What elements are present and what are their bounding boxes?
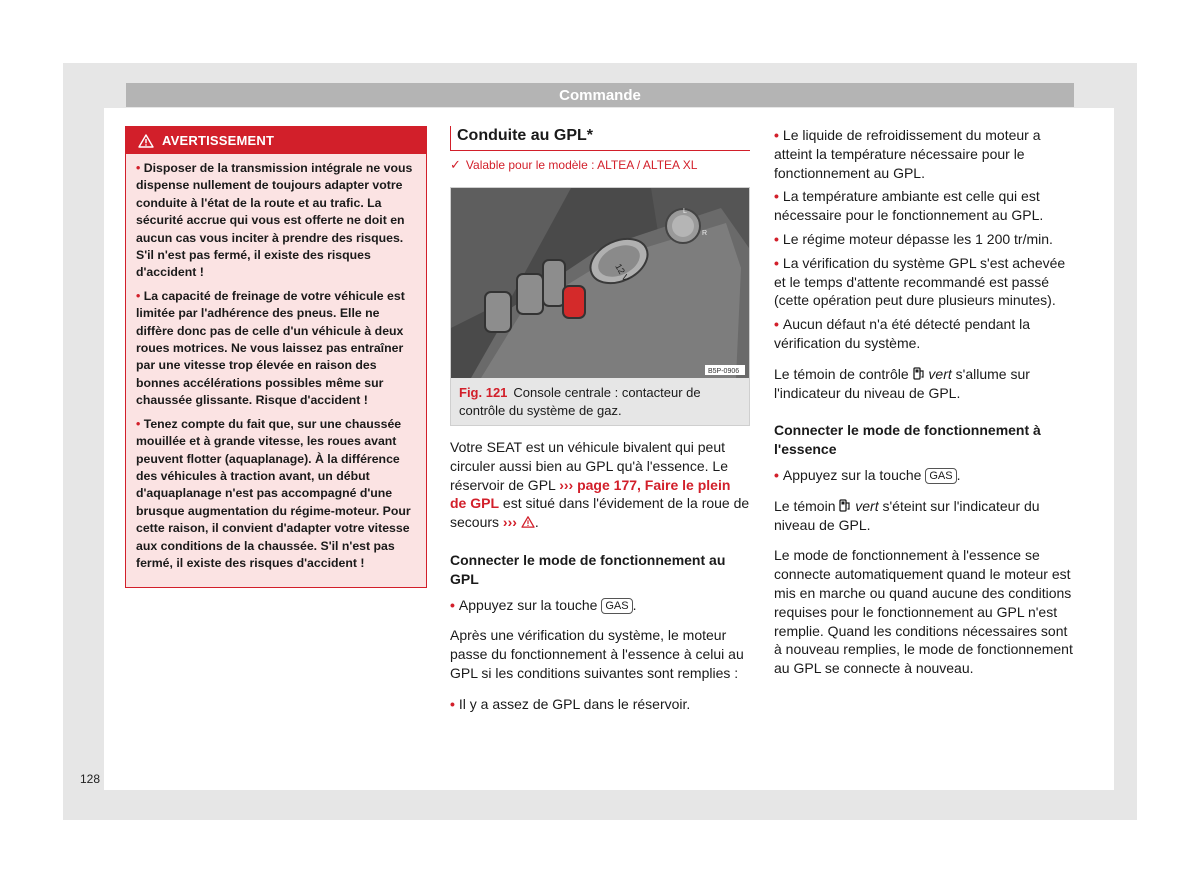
gas-key-icon: GAS — [601, 598, 632, 614]
warning-triangle-icon — [521, 516, 535, 528]
condition-item: • La vérification du système GPL s'est achevée et le temps d'attente recommandé est passé (cette opération peut dure plusieurs minutes). — [774, 254, 1066, 309]
chapter-header: Commande — [126, 83, 1074, 107]
console-illustration — [451, 188, 749, 378]
warning-item: • Disposer de la transmission intégrale ne vous dispense nullement de toujours adapter votre conduite à l'état de la route et au trafic. La sécurité accrue qui vous est offerte ne doit en aucun cas vous inciter à prendre des risques. S'il n'est pas fermé, il existe des risques d'accident ! — [136, 161, 413, 280]
warning-header — [126, 127, 426, 154]
condition-item: • La température ambiante est celle qui est nécessaire pour le fonctionnement au GPL. — [774, 188, 1044, 224]
figure-code: B5P-0906 — [708, 368, 740, 375]
switch-letter: L — [683, 208, 687, 215]
socket-label: 12 V — [613, 262, 632, 284]
warning-item: • La capacité de freinage de votre véhicule est limitée par l'adhérence des pneus. Elle ne diffère donc pas de celle d'un véhicule à deux roues motrices. Ne vous laissez pas entraîner par une vitesse trop élevée en raison des bonnes accélérations possibles même sur chaussée glissante. Risque d'accident ! — [136, 288, 405, 408]
gas-pump-icon — [913, 367, 925, 380]
section-title: Conduite au GPL* — [450, 126, 750, 151]
page-link[interactable]: page 177, Faire le plein de GPL — [450, 476, 731, 512]
figure-caption: Fig. 121 Console centrale : contacteur de contrôle du système de gaz. — [451, 378, 749, 425]
connect-petrol-step: • Appuyez sur la touche GAS . — [774, 466, 961, 483]
middle-column — [450, 126, 750, 714]
page-number: 128 — [80, 772, 101, 786]
figure-number: Fig. 121 — [459, 385, 508, 400]
auto-petrol-paragraph: Le mode de fonctionnement à l'essence se connecte automatiquement quand le moteur est mis en marche ou quand aucune des conditions requises pour le fonctionnement au GPL n'est remplie. Quand les conditions nécessaires sont à nouveau remplies, le mode de fonctionnement au GPL se connecte à nouveau. — [774, 547, 1073, 677]
condition-item: • Il y a assez de GPL dans le réservoir. — [450, 695, 691, 712]
check-icon: ✓ — [450, 157, 461, 172]
gas-key-icon: GAS — [925, 468, 956, 484]
connect-gpl-step: • Appuyez sur la touche GAS . — [450, 596, 637, 613]
gas-pump-icon — [839, 499, 851, 512]
condition-item: • Le régime moteur dépasse les 1 200 tr/min. — [774, 230, 1053, 247]
after-check-paragraph: Après une vérification du système, le moteur passe du fonctionnement à l'essence à celui au GPL si les conditions suivantes sont remplies : — [450, 627, 744, 681]
gas-switch — [563, 286, 585, 318]
warning-item: • Tenez compte du fait que, sur une chaussée mouillée et à grande vitesse, les roues avant peuvent flotter (aquaplanage). À la différence des véhicules à traction avant, un début d'aquaplanage n'est pas accompagné d'une brusque augmentation du régime-moteur. Pour cette raison, il convient d'adapter votre vitesse aux conditions de la chaussée. S'il n'est pas fermé, il existe des risques d'accident ! — [136, 416, 411, 570]
validity-note: ✓ Valable pour le modèle : ALTEA / ALTEA XL — [450, 157, 698, 172]
condition-item: • Le liquide de refroidissement du moteur a atteint la température nécessaire pour le fonctionnement au GPL. — [774, 127, 1041, 181]
connect-gpl-heading: Connecter le mode de fonctionnement au GPL — [450, 551, 726, 587]
figure-121 — [450, 187, 750, 426]
right-column — [774, 126, 1074, 678]
lamp-on-paragraph: Le témoin de contrôle vert s'allume sur l'indicateur du niveau de GPL. — [774, 365, 1030, 401]
warning-box — [125, 126, 427, 588]
warning-title: AVERTISSEMENT — [162, 133, 275, 148]
lamp-off-paragraph: Le témoin vert s'éteint sur l'indicateur du niveau de GPL. — [774, 497, 1040, 533]
condition-item: • Aucun défaut n'a été détecté pendant la vérification du système. — [774, 316, 1030, 351]
switch-letter: R — [702, 230, 708, 237]
intro-paragraph: Votre SEAT est un véhicule bivalent qui peut circuler aussi bien au GPL qu'à l'essence. Le réservoir de GPL ››› page 177, Faire le plein de GPL est situé dans l'évidement de la roue de secours ››› . — [450, 439, 750, 531]
connect-petrol-heading: Connecter le mode de fonctionnement à l'essence — [774, 422, 1041, 458]
warning-triangle-icon — [138, 134, 154, 148]
